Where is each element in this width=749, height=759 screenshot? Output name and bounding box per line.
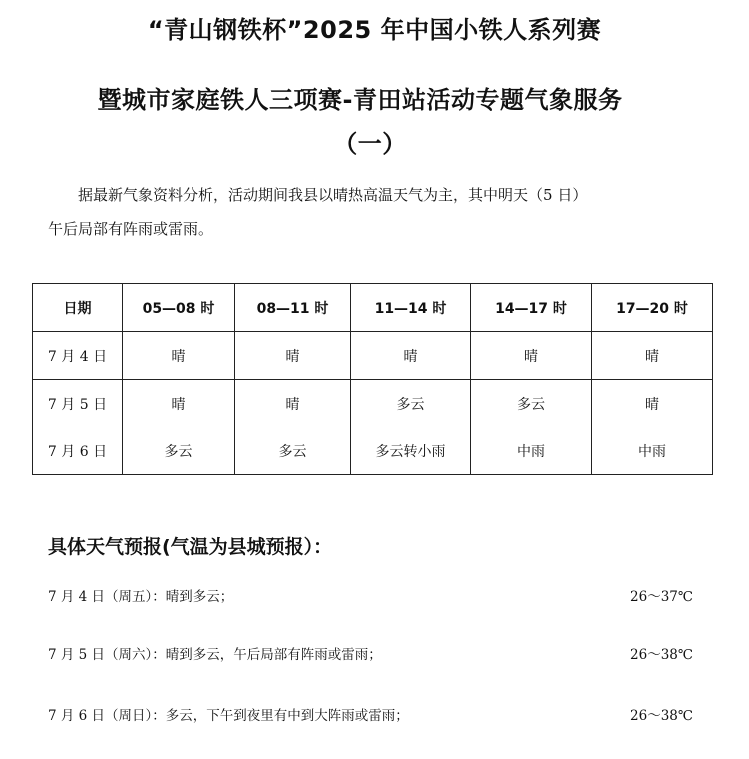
header-slot-14-17: 14—17 时 (471, 284, 592, 332)
row-date: 7 月 4 日 (33, 332, 123, 380)
forecast-heading: 具体天气预报(气温为县城预报）： (48, 536, 333, 558)
table-row (33, 380, 713, 428)
forecast-description: 7 月 4 日（周五）：晴到多云； (48, 589, 234, 605)
weather-cell: 晴 (592, 380, 713, 428)
header-slot-11-14: 11—14 时 (351, 284, 471, 332)
table-header-row (33, 284, 713, 332)
header-date: 日期 (33, 284, 123, 332)
weather-cell: 多云 (351, 380, 471, 428)
intro-line-1: 据最新气象资料分析，活动期间我县以晴热高温天气为主，其中明天（5 日） (78, 186, 588, 204)
weather-cell: 多云 (235, 427, 351, 475)
weather-cell: 晴 (471, 332, 592, 380)
row-date: 7 月 5 日 (33, 380, 123, 428)
table-row (33, 332, 713, 380)
weather-cell: 多云转小雨 (351, 427, 471, 475)
weather-cell: 晴 (592, 332, 713, 380)
header-slot-08-11: 08—11 时 (235, 284, 351, 332)
weather-cell: 晴 (235, 332, 351, 380)
forecast-temperature: 26～38℃ (630, 647, 693, 663)
forecast-temperature: 26～38℃ (630, 708, 693, 724)
table-row (33, 427, 713, 475)
document-title-line-2: 暨城市家庭铁人三项赛-青田站活动专题气象服务 (97, 86, 623, 114)
document-title-issue-number: （一） (333, 130, 407, 158)
weather-cell: 多云 (123, 427, 235, 475)
forecast-description: 7 月 5 日（周六）：晴到多云，午后局部有阵雨或雷雨； (48, 647, 382, 663)
weather-cell: 多云 (471, 380, 592, 428)
weather-schedule-table (32, 283, 713, 475)
header-slot-17-20: 17—20 时 (592, 284, 713, 332)
forecast-temperature: 26～37℃ (630, 589, 693, 605)
intro-paragraph (48, 178, 688, 246)
weather-cell: 晴 (351, 332, 471, 380)
weather-cell: 晴 (235, 380, 351, 428)
weather-cell: 晴 (123, 332, 235, 380)
intro-line-2: 午后局部有阵雨或雷雨。 (48, 220, 214, 238)
header-slot-05-08: 05—08 时 (123, 284, 235, 332)
row-date: 7 月 6 日 (33, 427, 123, 475)
weather-cell: 晴 (123, 380, 235, 428)
document-title-line-1: “青山钢铁杯”2025 年中国小铁人系列赛 (147, 16, 602, 44)
forecast-description: 7 月 6 日（周日）：多云，下午到夜里有中到大阵雨或雷雨； (48, 708, 409, 724)
weather-cell: 中雨 (592, 427, 713, 475)
weather-cell: 中雨 (471, 427, 592, 475)
